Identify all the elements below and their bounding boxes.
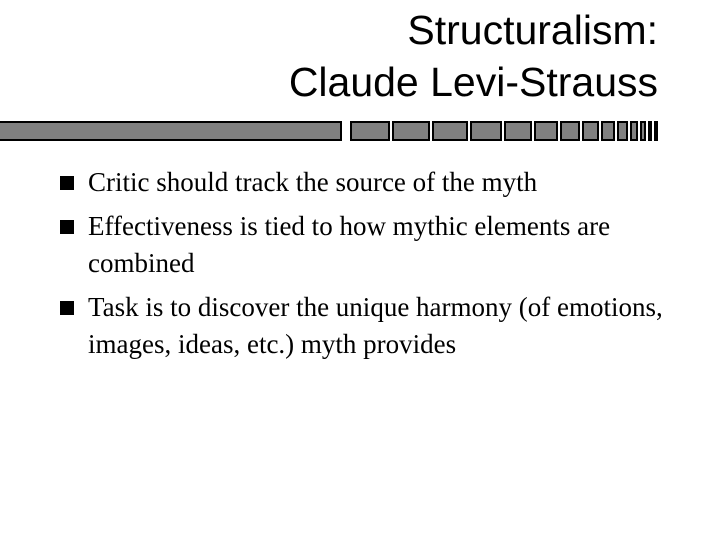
divider-segment xyxy=(504,121,532,141)
bullet-item xyxy=(60,164,700,201)
bullet-item xyxy=(60,208,700,282)
divider-segment xyxy=(350,121,390,141)
divider-segment xyxy=(582,121,599,141)
divider-segment xyxy=(648,121,652,141)
divider-segment-long xyxy=(0,121,342,141)
bullet-text: Effectiveness is tied to how mythic elements are combined xyxy=(88,211,611,278)
square-bullet-icon xyxy=(60,301,74,315)
decorative-divider-bar xyxy=(0,121,720,141)
divider-segment xyxy=(654,121,658,141)
divider-segment xyxy=(470,121,502,141)
divider-segment xyxy=(534,121,558,141)
title-line-2: Claude Levi-Strauss xyxy=(288,59,658,105)
square-bullet-icon xyxy=(60,176,74,190)
divider-segment xyxy=(432,121,468,141)
divider-segment xyxy=(560,121,580,141)
bullet-text: Task is to discover the unique harmony (of emotions, images, ideas, etc.) myth provides xyxy=(88,292,663,359)
divider-segment xyxy=(392,121,430,141)
slide-title xyxy=(289,4,658,108)
bullet-list xyxy=(60,164,700,370)
divider-segment xyxy=(601,121,615,141)
bullet-text: Critic should track the source of the myth xyxy=(88,167,538,197)
divider-segment xyxy=(640,121,646,141)
square-bullet-icon xyxy=(60,220,74,234)
divider-segment xyxy=(617,121,628,141)
title-line-1: Structuralism: xyxy=(407,7,658,53)
divider-segment xyxy=(630,121,638,141)
bullet-item xyxy=(60,289,700,363)
